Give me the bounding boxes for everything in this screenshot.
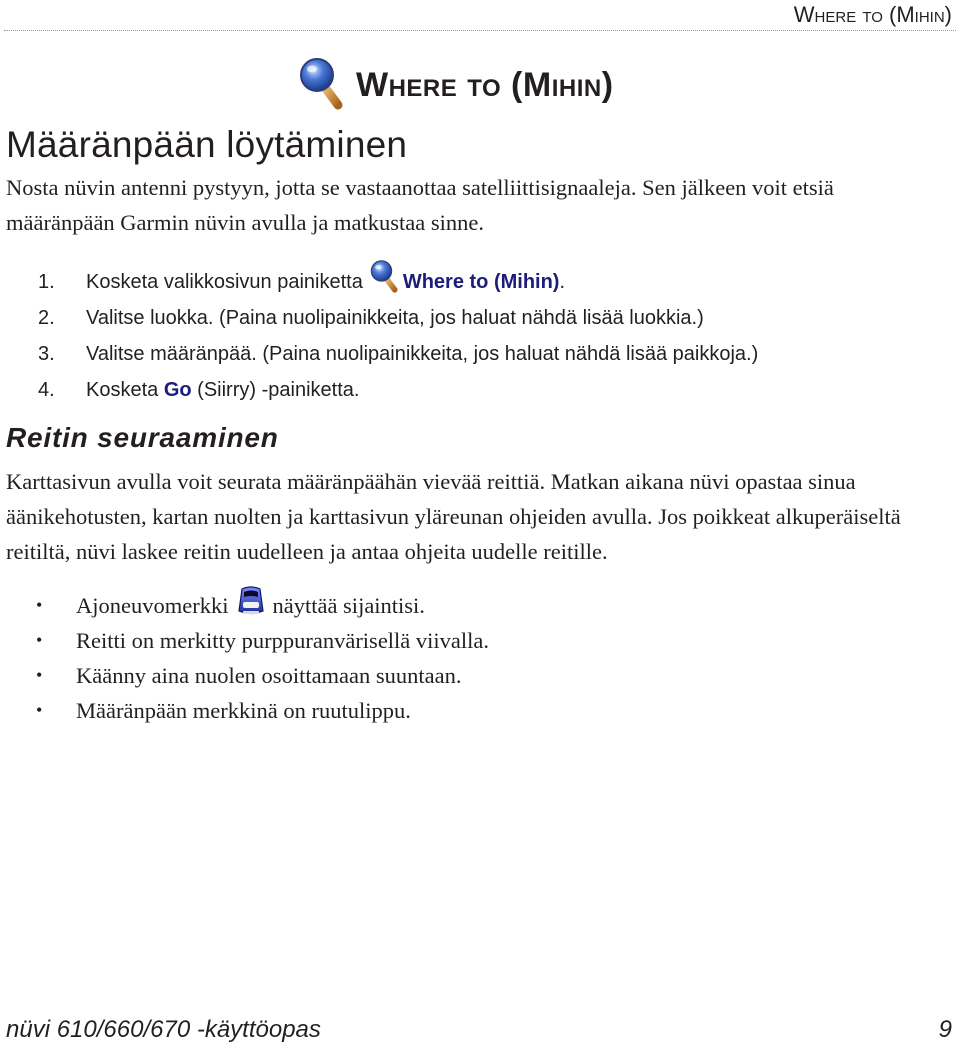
step-number: 4.: [38, 379, 55, 401]
bullet-text: Reitti on merkitty purppuranvärisellä viivalla.: [76, 628, 490, 653]
bullet-list: [36, 588, 489, 728]
bullet-mark: •: [36, 630, 43, 650]
footer-manual-title: nüvi 610/660/670 -käyttöopas: [6, 1016, 321, 1043]
step-text: Valitse luokka. (Paina nuolipainikkeita, jos haluat nähdä lisää luokkia.): [86, 307, 704, 329]
bullet-mark: •: [36, 665, 43, 685]
step-text: Kosketa: [86, 379, 159, 401]
magnifier-icon: [369, 259, 399, 305]
step-number: 3.: [38, 343, 55, 365]
chapter-title-block: [298, 55, 614, 115]
list-item: [36, 588, 489, 623]
bullet-text: Käänny aina nuolen osoittamaan suuntaan.: [76, 663, 462, 688]
bullet-mark: •: [36, 595, 43, 615]
section-heading-follow-route: Reitin seuraaminen: [6, 422, 279, 453]
step-number: 1.: [38, 271, 55, 293]
bullet-text: Määränpään merkkinä on ruutulippu.: [76, 698, 411, 723]
bullet-mark: •: [36, 700, 43, 720]
step-text-end: (Siirry) -painiketta.: [197, 379, 360, 401]
footer-page-number: 9: [938, 1016, 952, 1043]
list-item: [36, 623, 489, 658]
step-text-end: .: [559, 271, 566, 293]
step-number: 2.: [38, 307, 55, 329]
section-heading-find-destination: Määränpään löytäminen: [6, 124, 408, 165]
step-item: [38, 336, 758, 372]
step-item: [38, 372, 758, 408]
running-header: Where to (Mihin): [793, 2, 952, 27]
bullet-text: Ajoneuvomerkki: [76, 593, 229, 618]
header-divider: [4, 30, 956, 31]
step-keyword-go: Go: [163, 379, 192, 401]
step-text: Kosketa valikkosivun painiketta: [86, 271, 363, 293]
steps-list: [38, 264, 758, 408]
step-text: Valitse määränpää. (Paina nuolipainikkeita, jos haluat nähdä lisää paikkoja.): [86, 343, 759, 365]
chapter-title: Where to (Mihin): [356, 65, 614, 104]
vehicle-icon: [236, 585, 266, 627]
bullet-text-end: näyttää sijaintisi.: [272, 593, 425, 618]
step-keyword-where-to: Where to (Mihin): [402, 271, 560, 293]
list-item: [36, 658, 489, 693]
step-item: [38, 300, 758, 336]
route-paragraph: Karttasivun avulla voit seurata määränpäähän vievää reittiä. Matkan aikana nüvi opastaa sinua äänikehotusten, kartan nuolten ja karttasivun yläreunan ohjeiden avulla. Jos poikkeat alkuperäiseltä reitiltä, nüvi laskee reitin uudelleen ja antaa ohjeita uudelle reitille.: [6, 469, 901, 564]
step-item: [38, 264, 758, 300]
intro-paragraph: Nosta nüvin antenni pystyyn, jotta se vastaanottaa satelliittisignaaleja. Sen jälkeen voit etsiä määränpään Garmin nüvin avulla ja matkustaa sinne.: [6, 175, 834, 235]
magnifier-icon: [298, 56, 344, 115]
list-item: [36, 693, 489, 728]
